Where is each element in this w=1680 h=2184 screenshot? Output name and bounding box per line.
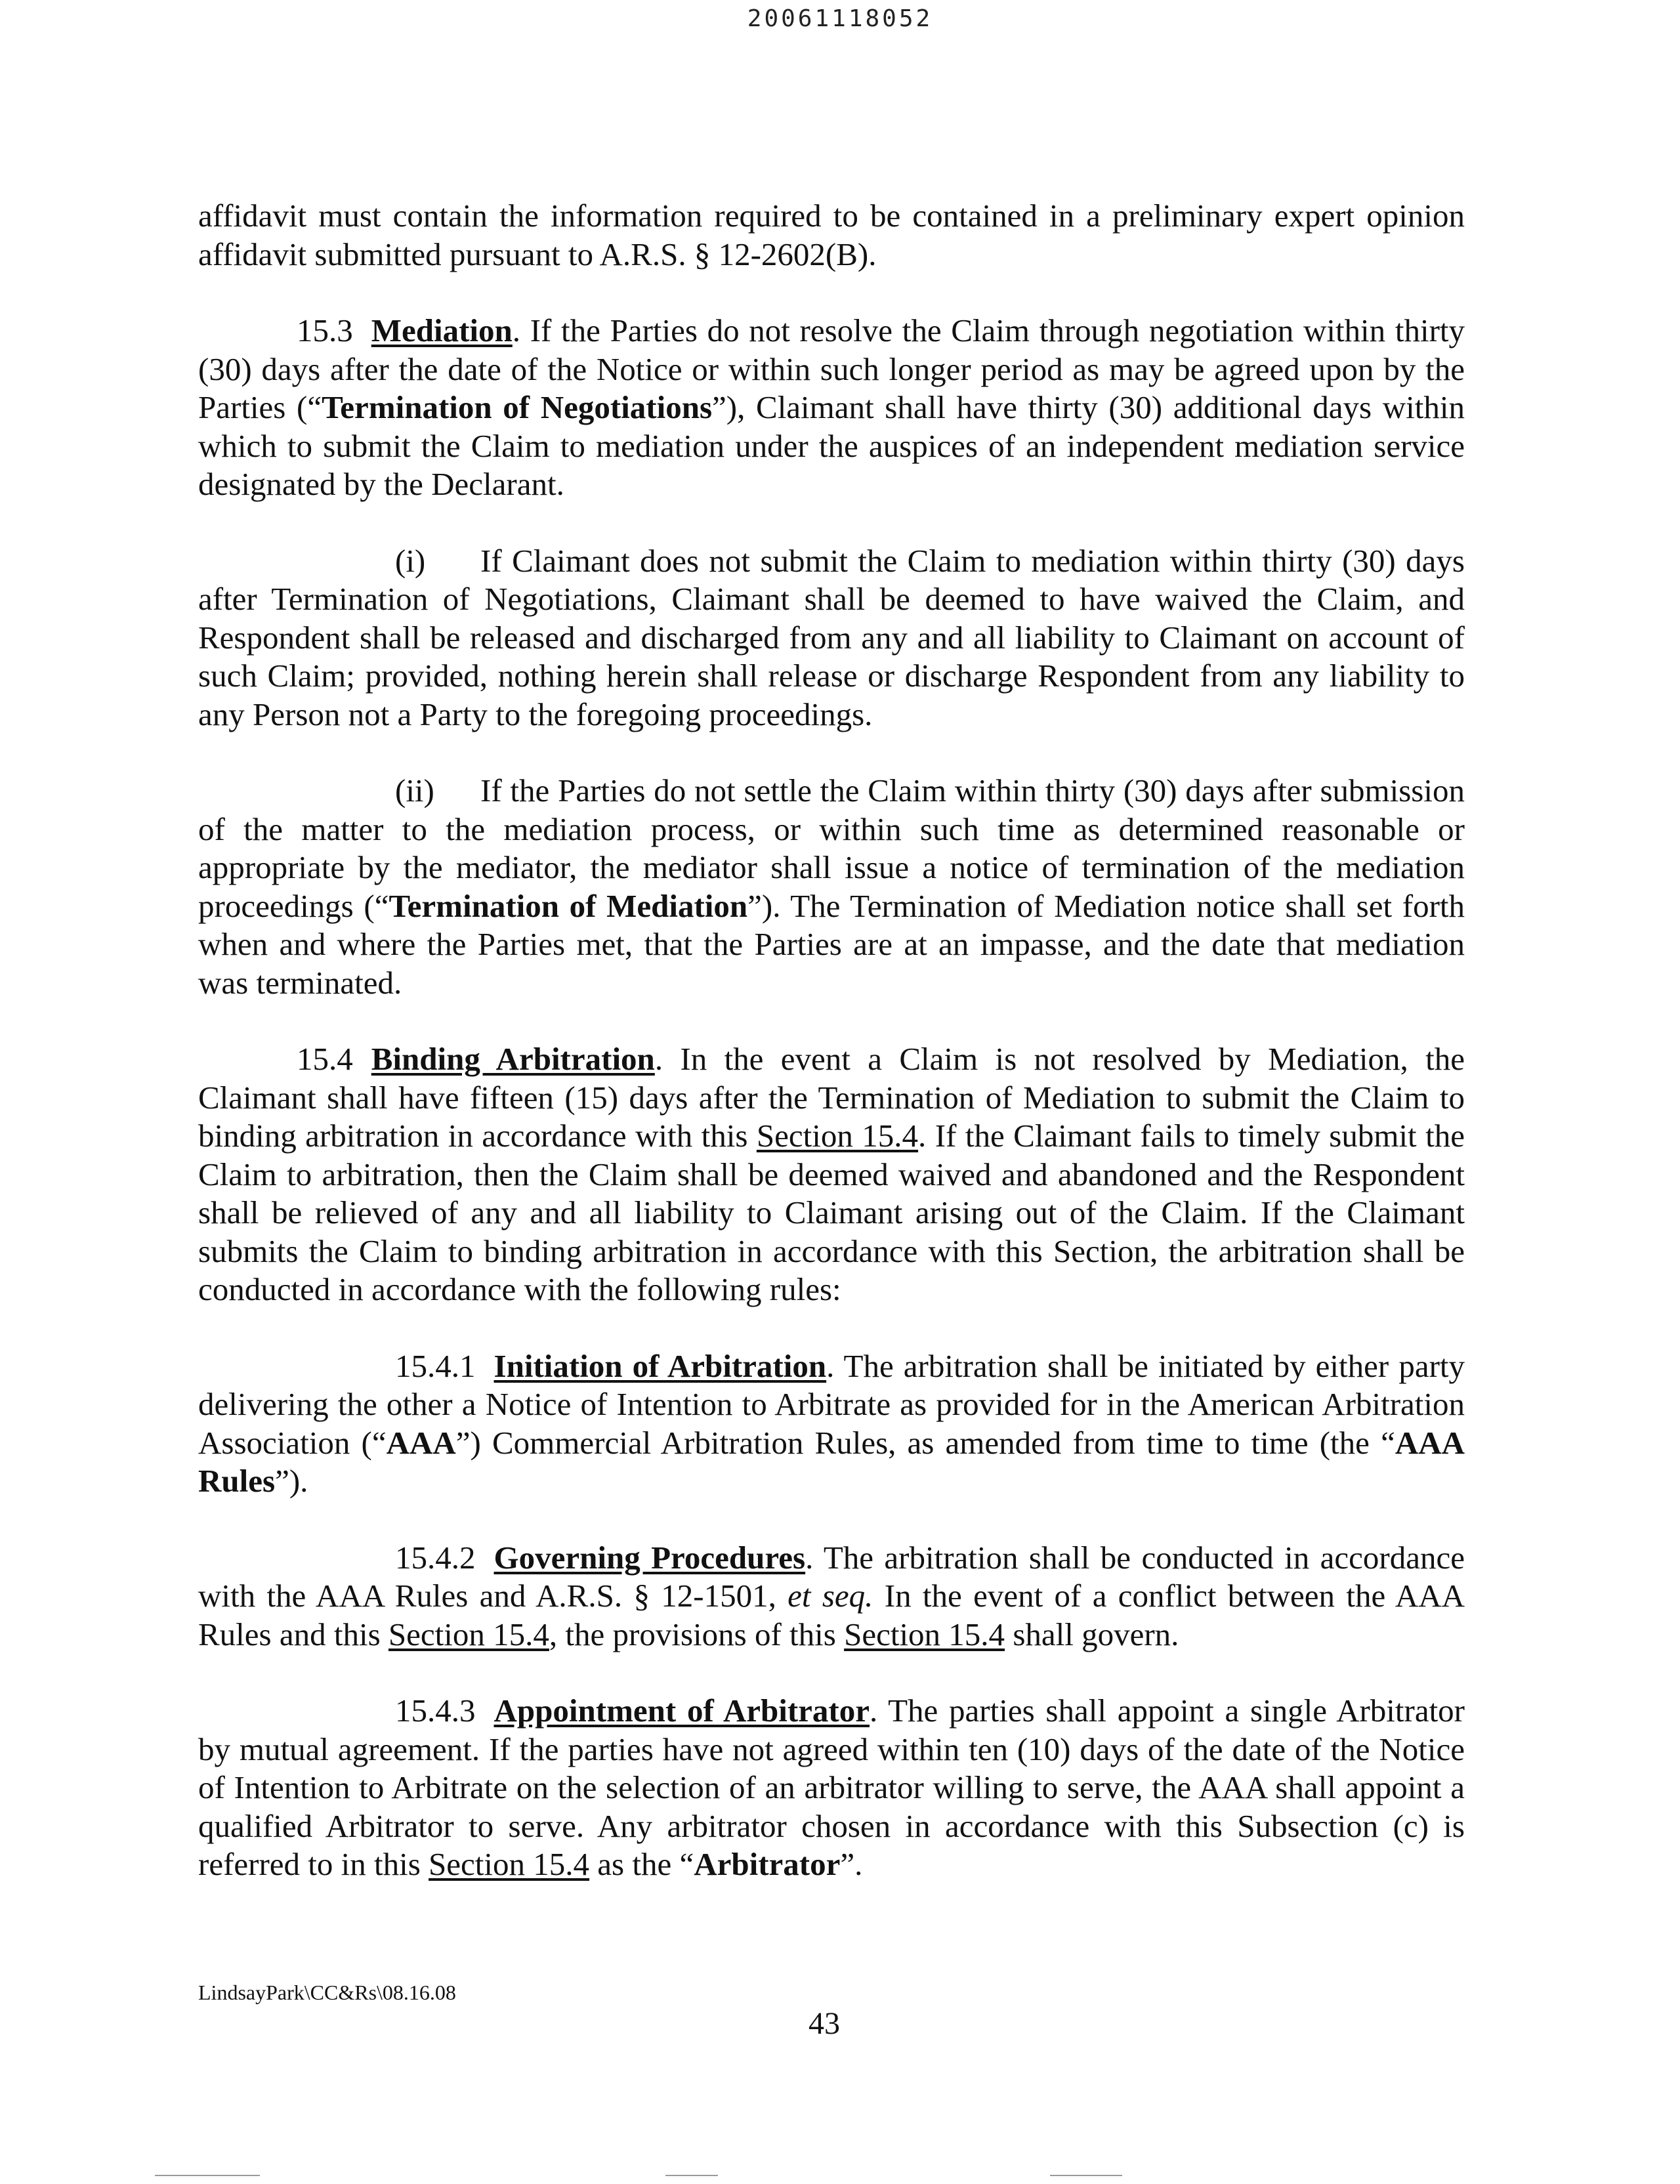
section-text: . If the Claimant fails to timely submit the Claim to arbitration, then the Claim shall be deemed waived and abandoned and the Respondent shall be relieved of any and all liability to Claimant arising out of the Claim. If the Claimant submits the Claim to binding arbitration in accordance with this Section, the arbitration shall be conducted in accordance with the following rules:	[198, 1118, 1465, 1307]
defined-term: AAA	[386, 1424, 456, 1461]
section-text: . If the Parties do not resolve the Claim through negotiation within thirty (30) days after the date of the Notice or within such longer period as may be agreed upon by the Parties (“	[198, 312, 1465, 425]
scan-artifact	[1050, 2175, 1122, 2176]
latin-phrase: et seq.	[788, 1578, 873, 1614]
section-reference: Section 15.4	[844, 1616, 1005, 1652]
section-15-3-mediation	[198, 312, 1465, 504]
section-reference: Section 15.4	[429, 1846, 590, 1882]
section-heading: Binding Arbitration	[371, 1041, 655, 1077]
subsection-text: If Claimant does not submit the Claim to mediation within thirty (30) days after Termination of Negotiations, Claimant shall be deemed to have waived the Claim, and Respondent shall be released and discharged from any and all liability to Claimant on account of such Claim; provided, nothing herein shall release or discharge Respondent from any liability to any Person not a Party to the foregoing proceedings.	[198, 542, 1465, 732]
section-text: shall govern.	[1005, 1616, 1179, 1652]
section-heading: Initiation of Arbitration	[494, 1347, 827, 1384]
section-reference: Section 15.4	[388, 1616, 549, 1652]
defined-term: Arbitrator	[694, 1846, 841, 1882]
subsection-i	[198, 542, 1465, 734]
section-heading: Governing Procedures	[494, 1539, 806, 1576]
scan-artifact	[665, 2175, 718, 2176]
section-heading: Appointment of Arbitrator	[494, 1692, 870, 1729]
page-number: 43	[808, 2006, 840, 2041]
subsection-number: (i)	[395, 542, 426, 579]
defined-term: AAA Rules	[198, 1424, 1465, 1499]
scan-artifact	[155, 2175, 260, 2176]
section-text: . The parties shall appoint a single Arbitrator by mutual agreement. If the parties have not agreed within ten (10) days of the date of the Notice of Intention to Arbitrate on the selection of an arbitrator willing to serve, the AAA shall appoint a qualified Arbitrator to serve. Any arbitrator chosen in accordance with this Subsection (c) is referred to in this	[198, 1692, 1465, 1882]
section-15-4-2-governing-procedures	[198, 1539, 1465, 1654]
section-text: . In the event a Claim is not resolved by Mediation, the Claimant shall have fifteen (15) days after the Termination of Mediation to submit the Claim to binding arbitration in accordance with this	[198, 1041, 1465, 1154]
subsection-ii	[198, 772, 1465, 1002]
section-15-4-1-initiation	[198, 1347, 1465, 1501]
section-number: 15.4.3	[395, 1692, 476, 1729]
paragraph-text: affidavit must contain the information required to be contained in a preliminary expert opinion affidavit submitted pursuant to A.R.S. § 12-2602(B).	[198, 198, 1465, 272]
section-heading: Mediation	[371, 312, 513, 348]
defined-term: Termination of Negotiations	[322, 389, 713, 425]
section-text: ”), Claimant shall have thirty (30) additional days within which to submit the Claim to mediation under the auspices of an independent mediation service designated by the Declarant.	[198, 389, 1465, 502]
section-number: 15.4.2	[395, 1539, 476, 1576]
defined-term: Termination of Mediation	[388, 887, 748, 924]
section-text: . The arbitration shall be initiated by either party delivering the other a Notice of Intention to Arbitrate as provided for in the American Arbitration Association (“	[198, 1347, 1465, 1461]
section-number: 15.3	[297, 312, 353, 348]
section-text: , the provisions of this	[549, 1616, 845, 1652]
section-number: 15.4.1	[395, 1347, 476, 1384]
subsection-text: ”). The Termination of Mediation notice shall set forth when and where the Parties met, that the Parties are at an impasse, and the date that mediation was terminated.	[198, 887, 1465, 1001]
paragraph-affidavit-continuation	[198, 197, 1465, 274]
subsection-number: (ii)	[395, 772, 434, 808]
section-text: ”) Commercial Arbitration Rules, as amended from time to time (the “	[455, 1424, 1395, 1461]
section-15-4-3-appointment	[198, 1692, 1465, 1884]
section-text: as the “	[589, 1846, 694, 1882]
section-text: ”.	[840, 1846, 863, 1882]
section-text: . The arbitration shall be conducted in accordance with the AAA Rules and A.R.S. § 12-1501,	[198, 1539, 1465, 1614]
section-text: In the event of a conflict between the AAA Rules and this	[198, 1578, 1465, 1652]
section-number: 15.4	[297, 1041, 353, 1077]
footer-file-reference: LindsayPark\CC&Rs\08.16.08	[198, 1981, 456, 2004]
document-body	[198, 197, 1465, 1884]
subsection-text: If the Parties do not settle the Claim within thirty (30) days after submission of the matter to the mediation process, or within such time as determined reasonable or appropriate by the mediator, the mediator shall issue a notice of termination of the mediation proceedings (“	[198, 772, 1465, 924]
document-id: 20061118052	[747, 5, 933, 32]
section-reference: Section 15.4	[756, 1118, 919, 1154]
section-text: ”).	[275, 1463, 308, 1499]
section-15-4-binding-arbitration	[198, 1040, 1465, 1309]
